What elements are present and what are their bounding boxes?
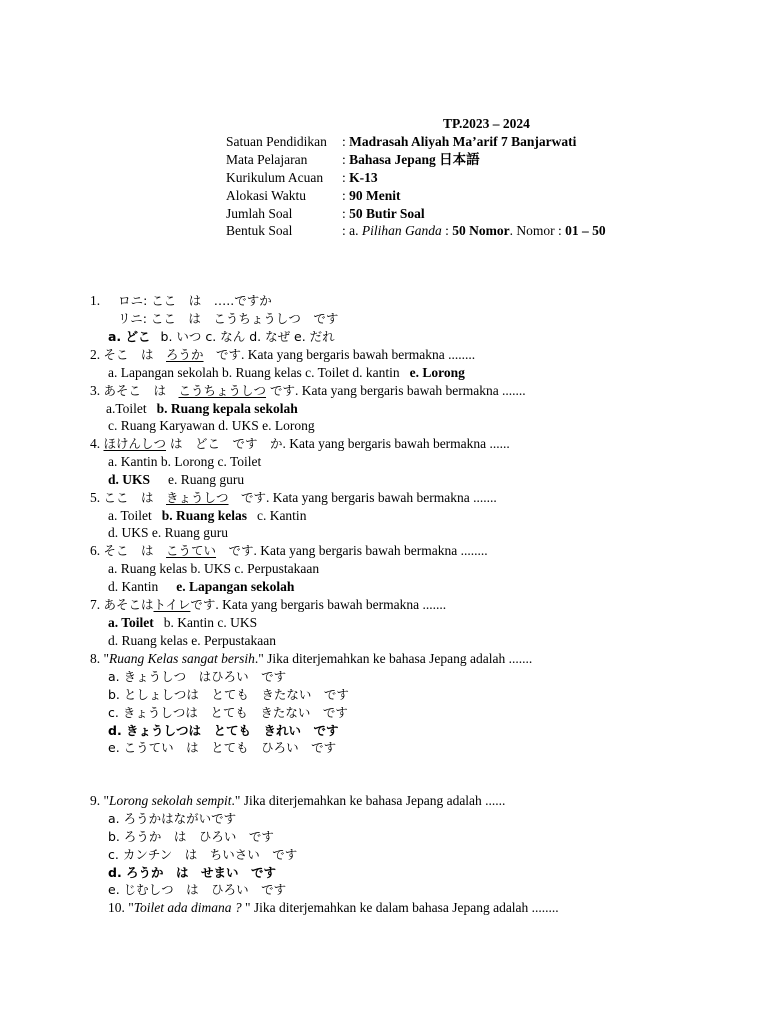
- jp-text: そこ は: [103, 543, 167, 558]
- jp-text: あそこ は: [103, 383, 179, 398]
- option: a.Toilet: [106, 401, 147, 416]
- options: b. Kantin c. UKS: [163, 615, 258, 630]
- question-text: " Jika diterjemahkan ke dalam bahasa Jepang adalah ........: [241, 900, 559, 915]
- question-8-option-c: [108, 704, 348, 721]
- question-7: [90, 596, 446, 613]
- header-label: Jumlah Soal: [226, 206, 293, 221]
- question-text: . Kata yang bergaris bawah bermakna ......: [282, 436, 510, 451]
- option: a. きょうしつ はひろい です: [108, 669, 287, 684]
- header-value: 50 Butir Soal: [349, 206, 425, 221]
- question-6-options: [108, 560, 319, 577]
- option: a. ろうかはながいです: [108, 811, 237, 826]
- options: d. Ruang kelas e. Perpustakaan: [108, 633, 276, 648]
- header-sep: : a.: [342, 223, 362, 238]
- correct-answer: a. Toilet: [108, 615, 154, 630]
- nomor-count: 50 Nomor: [452, 223, 510, 238]
- header-row-bentuk: [226, 222, 606, 239]
- options: c. Ruang Karyawan d. UKS e. Lorong: [108, 418, 315, 433]
- correct-answer: e. Lorong: [409, 365, 465, 380]
- question-7-options-2: [108, 632, 276, 649]
- option: c. Kantin: [256, 508, 307, 523]
- question-8-option-a: [108, 668, 286, 685]
- question-3-options-2: [108, 417, 315, 434]
- header-label: Satuan Pendidikan: [226, 134, 327, 149]
- correct-answer: d. ろうか は せまい です: [108, 865, 277, 880]
- header-label: Kurikulum Acuan: [226, 170, 324, 185]
- quoted-sentence: Toilet ada dimana ?: [133, 900, 242, 915]
- question-text: . Kata yang bergaris bawah bermakna .......: [215, 597, 447, 612]
- option: c. きょうしつは とても きたない です: [108, 705, 348, 720]
- header-value: K-13: [349, 170, 378, 185]
- jp-text: です: [228, 490, 267, 505]
- correct-answer: b. Ruang kelas: [161, 508, 247, 523]
- question-7-options: [108, 614, 257, 631]
- question-number: 7.: [90, 597, 104, 612]
- header-value: 90 Menit: [349, 188, 401, 203]
- options: a. Ruang kelas b. UKS c. Perpustakaan: [108, 561, 320, 576]
- option: e. こうてい は とても ひろい です: [108, 740, 337, 755]
- underlined-word: きょうしつ: [166, 490, 229, 505]
- question-6-options-2: [108, 578, 294, 595]
- question-number: 6.: [90, 543, 104, 558]
- question-1: [90, 292, 272, 309]
- question-9-option-b: [108, 828, 274, 845]
- question-2-options: [108, 364, 465, 381]
- jp-text: は どこ です か: [166, 436, 283, 451]
- question-5-options-2: [108, 524, 228, 541]
- header-value: Bahasa Jepang 日本語: [349, 152, 480, 167]
- question-6: [90, 542, 488, 559]
- jp-text: です: [190, 597, 216, 612]
- options: a. Lapangan sekolah b. Ruang kelas c. Toilet d. kantin: [108, 365, 400, 380]
- underlined-word: こうちょうしつ: [178, 383, 267, 398]
- question-number: 9. ": [90, 793, 110, 808]
- correct-answer: e. Lapangan sekolah: [176, 579, 295, 594]
- quoted-sentence: Lorong sekolah sempit: [109, 793, 232, 808]
- option: c. カンチン は ちいさい です: [108, 847, 298, 862]
- options: b. いつ c. なん d. なぜ e. だれ: [160, 329, 335, 344]
- correct-answer: b. Ruang kepala sekolah: [156, 401, 298, 416]
- jp-text: です: [266, 383, 296, 398]
- header-row-mapel: [226, 151, 480, 168]
- header-sep: :: [342, 134, 350, 149]
- dialogue-line: ロニ: ここ は …..ですか: [118, 293, 272, 308]
- question-text: . Kata yang bergaris bawah bermakna .......: [295, 383, 526, 398]
- jp-text: です: [216, 543, 254, 558]
- question-number: 3.: [90, 383, 104, 398]
- question-3-options: [106, 400, 298, 417]
- question-5: [90, 489, 497, 506]
- underlined-word: トイレ: [153, 597, 191, 612]
- options: d. UKS e. Ruang guru: [108, 525, 228, 540]
- question-2: [90, 346, 475, 363]
- underlined-word: ほけんしつ: [103, 436, 167, 451]
- header-label: Bentuk Soal: [226, 223, 293, 238]
- question-4-options-2: [108, 471, 244, 488]
- question-9: [90, 792, 505, 809]
- options: a. Kantin b. Lorong c. Toilet: [108, 454, 262, 469]
- question-1-options: [108, 328, 335, 345]
- question-text: . Kata yang bergaris bawah bermakna ........: [241, 347, 476, 362]
- question-9-option-a: [108, 810, 236, 827]
- correct-answer: a. どこ: [108, 329, 151, 344]
- jp-text: あそこは: [103, 597, 154, 612]
- question-8-option-e: [108, 739, 336, 756]
- header-row-jumlah: [226, 205, 425, 222]
- header-sep: :: [342, 152, 350, 167]
- header-label: Alokasi Waktu: [226, 188, 307, 203]
- school-year: TP.2023 – 2024: [443, 116, 530, 131]
- option: a. Toilet: [108, 508, 152, 523]
- question-number: 10. ": [108, 900, 134, 915]
- header-sep: :: [441, 223, 453, 238]
- correct-answer: d. UKS: [108, 472, 151, 487]
- jp-text: そこ は: [103, 347, 167, 362]
- correct-answer: d. きょうしつは とても きれい です: [108, 723, 339, 738]
- header-row-satuan: [226, 133, 576, 150]
- question-number: 1.: [90, 293, 101, 308]
- question-4-options: [108, 453, 261, 470]
- question-number: 2.: [90, 347, 104, 362]
- question-10: [108, 899, 559, 916]
- dialogue-line: リニ: ここ は こうちょうしつ です: [118, 311, 339, 326]
- question-text: ." Jika diterjemahkan ke bahasa Jepang adalah .......: [254, 651, 533, 666]
- question-4: [90, 435, 510, 452]
- option: e. じむしつ は ひろい です: [108, 882, 287, 897]
- question-9-option-c: [108, 846, 297, 863]
- header-label: Mata Pelajaran: [226, 152, 308, 167]
- question-9-option-e: [108, 881, 286, 898]
- option: e. Ruang guru: [168, 472, 245, 487]
- header-sep: :: [342, 188, 350, 203]
- question-text: ." Jika diterjemahkan ke bahasa Jepang adalah ......: [231, 793, 506, 808]
- header-sep: :: [342, 206, 350, 221]
- question-9-option-d: [108, 864, 276, 881]
- question-5-options: [108, 507, 306, 524]
- option: b. としょしつは とても きたない です: [108, 687, 349, 702]
- jp-text: ここ は: [103, 490, 167, 505]
- underlined-word: ろうか: [166, 347, 204, 362]
- question-8-option-b: [108, 686, 349, 703]
- pilihan-ganda: Pilihan Ganda: [361, 223, 442, 238]
- question-text: . Kata yang bergaris bawah bermakna .......: [266, 490, 497, 505]
- question-number: 8. ": [90, 651, 110, 666]
- header-value: Madrasah Aliyah Ma’arif 7 Banjarwati: [349, 134, 577, 149]
- nomor-range: 01 – 50: [565, 223, 606, 238]
- question-8-option-d: [108, 722, 339, 739]
- header-row-alokasi: [226, 187, 401, 204]
- nomor-label: . Nomor :: [509, 223, 566, 238]
- option: b. ろうか は ひろい です: [108, 829, 274, 844]
- option: d. Kantin: [108, 579, 159, 594]
- underlined-word: こうてい: [166, 543, 217, 558]
- question-1-line2: [118, 310, 338, 327]
- question-number: 4.: [90, 436, 104, 451]
- question-text: . Kata yang bergaris bawah bermakna ........: [253, 543, 488, 558]
- header-sep: :: [342, 170, 350, 185]
- quoted-sentence: Ruang Kelas sangat bersih: [109, 651, 255, 666]
- question-number: 5.: [90, 490, 104, 505]
- question-3: [90, 382, 526, 399]
- jp-text: です: [203, 347, 242, 362]
- header-row-kurikulum: [226, 169, 378, 186]
- question-8: [90, 650, 532, 667]
